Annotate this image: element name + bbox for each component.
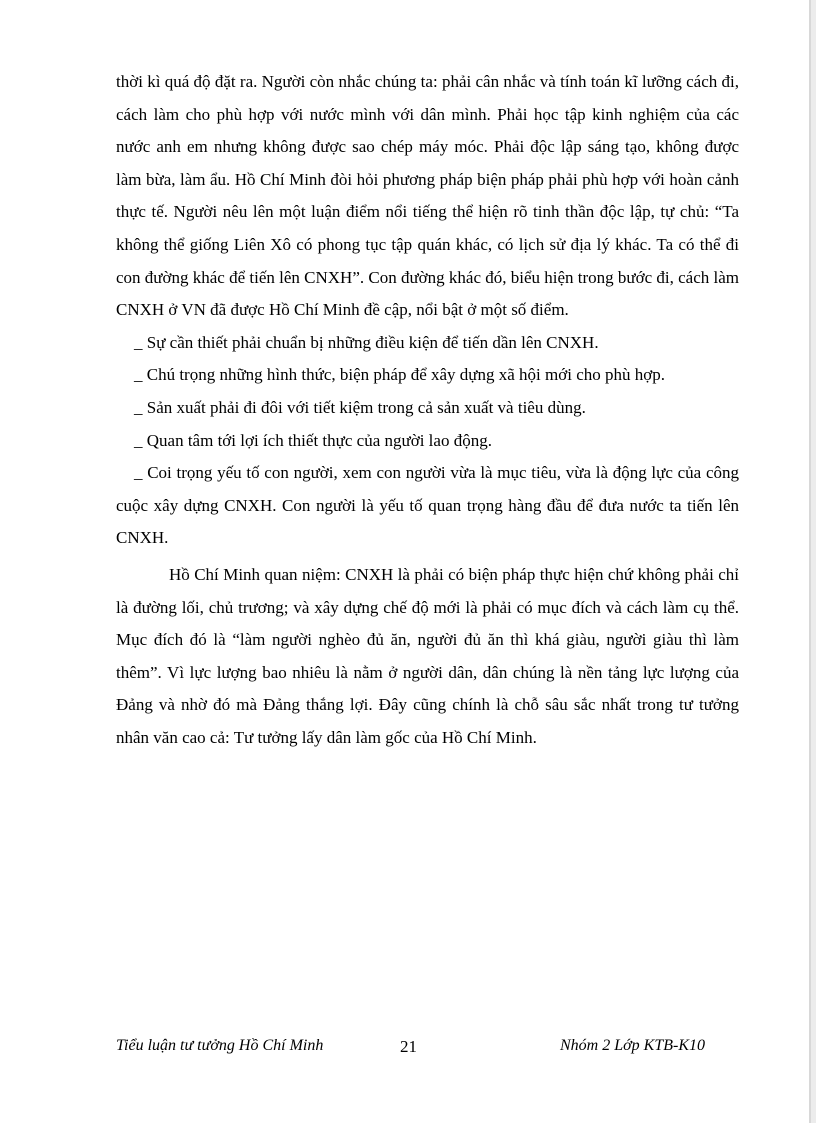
footer-group-class: Nhóm 2 Lớp KTB-K10: [560, 1037, 706, 1054]
footer-page-number: 21: [400, 1037, 417, 1056]
document-body: [116, 66, 739, 754]
list-item: _ Sự cần thiết phải chuẩn bị những điều kiện để tiến dần lên CNXH.: [134, 332, 599, 352]
list-item: _ Quan tâm tới lợi ích thiết thực của người lao động.: [134, 430, 492, 450]
page-footer: [116, 1037, 716, 1061]
page-edge-line: [809, 0, 811, 1123]
footer-document-title: Tiểu luận tư tưởng Hồ Chí Minh: [116, 1037, 324, 1054]
list-item: _ Sản xuất phải đi đôi với tiết kiệm trong cả sản xuất và tiêu dùng.: [134, 397, 586, 417]
list-item: _ Chú trọng những hình thức, biện pháp để xây dựng xã hội mới cho phù hợp.: [134, 365, 666, 385]
paragraph-2: Hồ Chí Minh quan niệm: CNXH là phải có biện pháp thực hiện chứ không phải chỉ là đường lối, chủ trương; và xây dựng chế độ mới là phải có mục đích và cách làm cụ thể. Mục đích đó là “làm người nghèo đủ ăn, người đủ ăn thì khá giàu, người giàu thì làm thêm”. Vì lực lượng bao nhiêu là nằm ở người dân, dân chúng là nền tảng lực lượng của Đảng và nhờ đó mà Đảng thắng lợi. Đây cũng chính là chỗ sâu sắc nhất trong tư tưởng nhân văn cao cả: Tư tưởng lấy dân làm gốc của Hồ Chí Minh.: [116, 564, 739, 747]
list-item: _ Coi trọng yếu tố con người, xem con người vừa là mục tiêu, vừa là động lực của công cuộc xây dựng CNXH. Con người là yếu tố quan trọng hàng đầu để đưa nước ta tiến lên CNXH.: [116, 463, 739, 548]
paragraph-1: thời kì quá độ đặt ra. Người còn nhắc chúng ta: phải cân nhắc và tính toán kĩ lưỡng cách đi, cách làm cho phù hợp với nước mình với dân mình. Phải học tập kinh nghiệm của các nước anh em nhưng không được sao chép máy móc. Phải độc lập sáng tạo, không được làm bừa, làm ẩu. Hồ Chí Minh đòi hỏi phương pháp biện pháp phải phù hợp với hoàn cảnh thực tế. Người nêu lên một luận điểm nổi tiếng thể hiện rõ tinh thần độc lập, tự chủ: “Ta không thể giống Liên Xô có phong tục tập quán khác, có lịch sử địa lý khác. Ta có thể đi con đường khác để tiến lên CNXH”. Con đường khác đó, biểu hiện trong bước đi, cách làm CNXH ở VN đã được Hồ Chí Minh đề cập, nổi bật ở một số điểm.: [116, 72, 740, 320]
page-edge-shadow: [811, 0, 816, 1123]
